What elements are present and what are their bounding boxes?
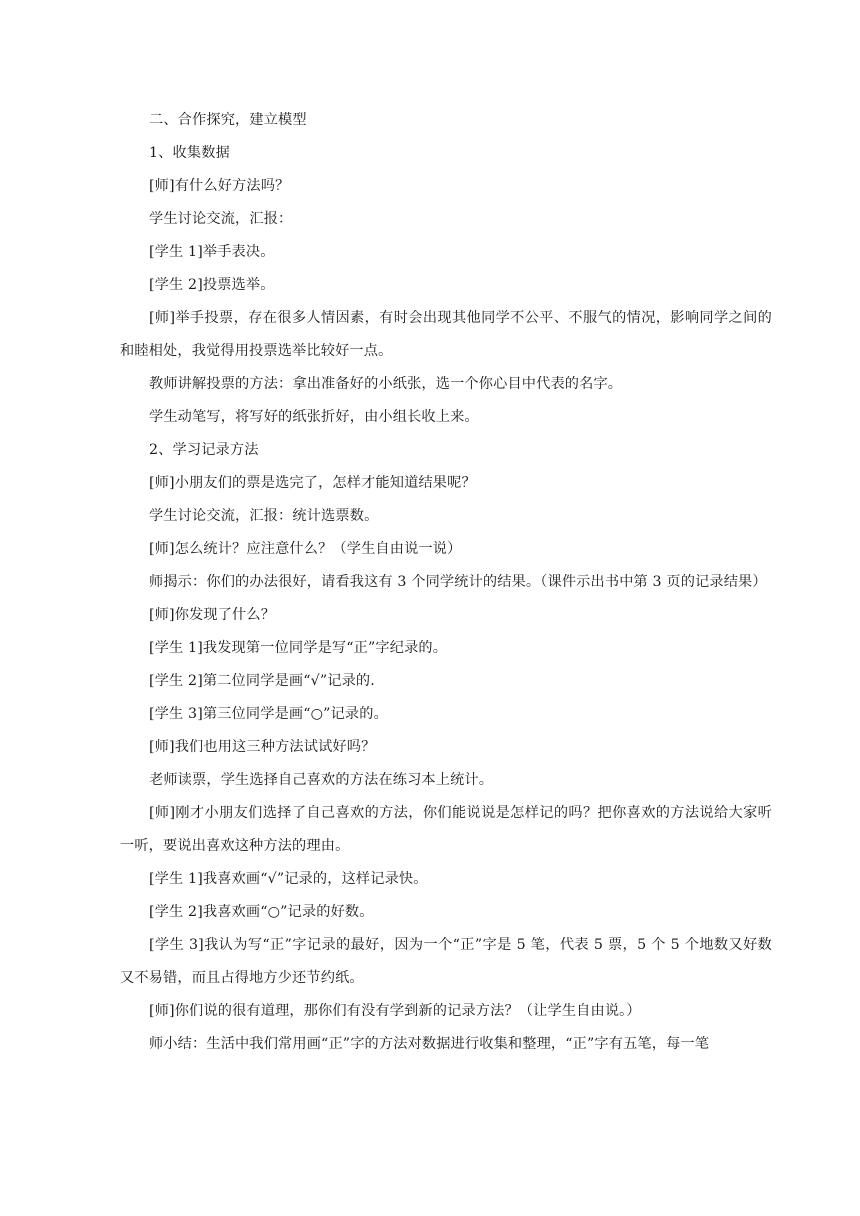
subsection-heading: 2、学习记录方法 [149,442,259,458]
paragraph: [师]我们也用这三种方法试试好吗？ [149,739,376,755]
paragraph: 师小结：生活中我们常用画“正”字的方法对数据进行收集和整理，“正”字有五笔，每一笔 [149,1036,710,1052]
paragraph: [学生 2]第二位同学是画“√”记录的. [149,673,375,689]
paragraph: [师]有什么好方法吗？ [149,178,290,194]
paragraph: [师]举手投票，存在很多人情因素，有时会出现其他同学不公平、不服气的情况，影响同学之间的和睦相处，我觉得用投票选举比较好一点。 [120,310,772,359]
paragraph: [学生 1]我喜欢画“√”记录的，这样记录快。 [149,871,428,887]
paragraph: [学生 1]举手表决。 [149,244,275,260]
paragraph: [学生 2]投票选举。 [149,277,275,293]
paragraph: 教师讲解投票的方法：拿出准备好的小纸张，选一个你心目中代表的名字。 [149,376,623,392]
paragraph: [师]你发现了什么？ [149,607,276,623]
paragraph: [师]小朋友们的票是选完了，怎样才能知道结果呢？ [149,475,476,491]
section-heading: 二、合作探究，建立模型 [149,112,307,128]
paragraph: 学生动笔写，将写好的纸张折好，由小组长收上来。 [149,409,479,425]
paragraph: 老师读票，学生选择自己喜欢的方法在练习本上统计。 [149,772,494,788]
paragraph: 学生讨论交流，汇报：统计选票数。 [149,508,379,524]
paragraph: [师]刚才小朋友们选择了自己喜欢的方法，你们能说说是怎样记的吗？把你喜欢的方法说给大家听一听，要说出喜欢这种方法的理由。 [120,805,772,854]
paragraph: [学生 3]第三位同学是画“○”记录的。 [149,706,388,722]
paragraph: 学生讨论交流，汇报： [149,211,293,227]
document-page [120,104,772,1061]
paragraph: [学生 3]我认为写“正”字记录的最好，因为一个“正”字是 5 笔，代表 5 票，5 个 5 个地数又好数又不易错，而且占得地方少还节约纸。 [120,937,772,986]
paragraph: 师揭示：你们的办法很好，请看我这有 3 个同学统计的结果。（课件示出书中第 3 页的记录结果） [149,574,767,590]
paragraph: [学生 2]我喜欢画“○”记录的好数。 [149,904,374,920]
paragraph: [师]你们说的很有道理，那你们有没有学到新的记录方法？（让学生自由说。） [149,1003,641,1019]
subsection-heading: 1、收集数据 [149,145,230,161]
paragraph: [师]怎么统计？应注意什么？（学生自由说一说） [149,541,462,557]
paragraph: [学生 1]我发现第一位同学是写“正”字纪录的。 [149,640,448,656]
